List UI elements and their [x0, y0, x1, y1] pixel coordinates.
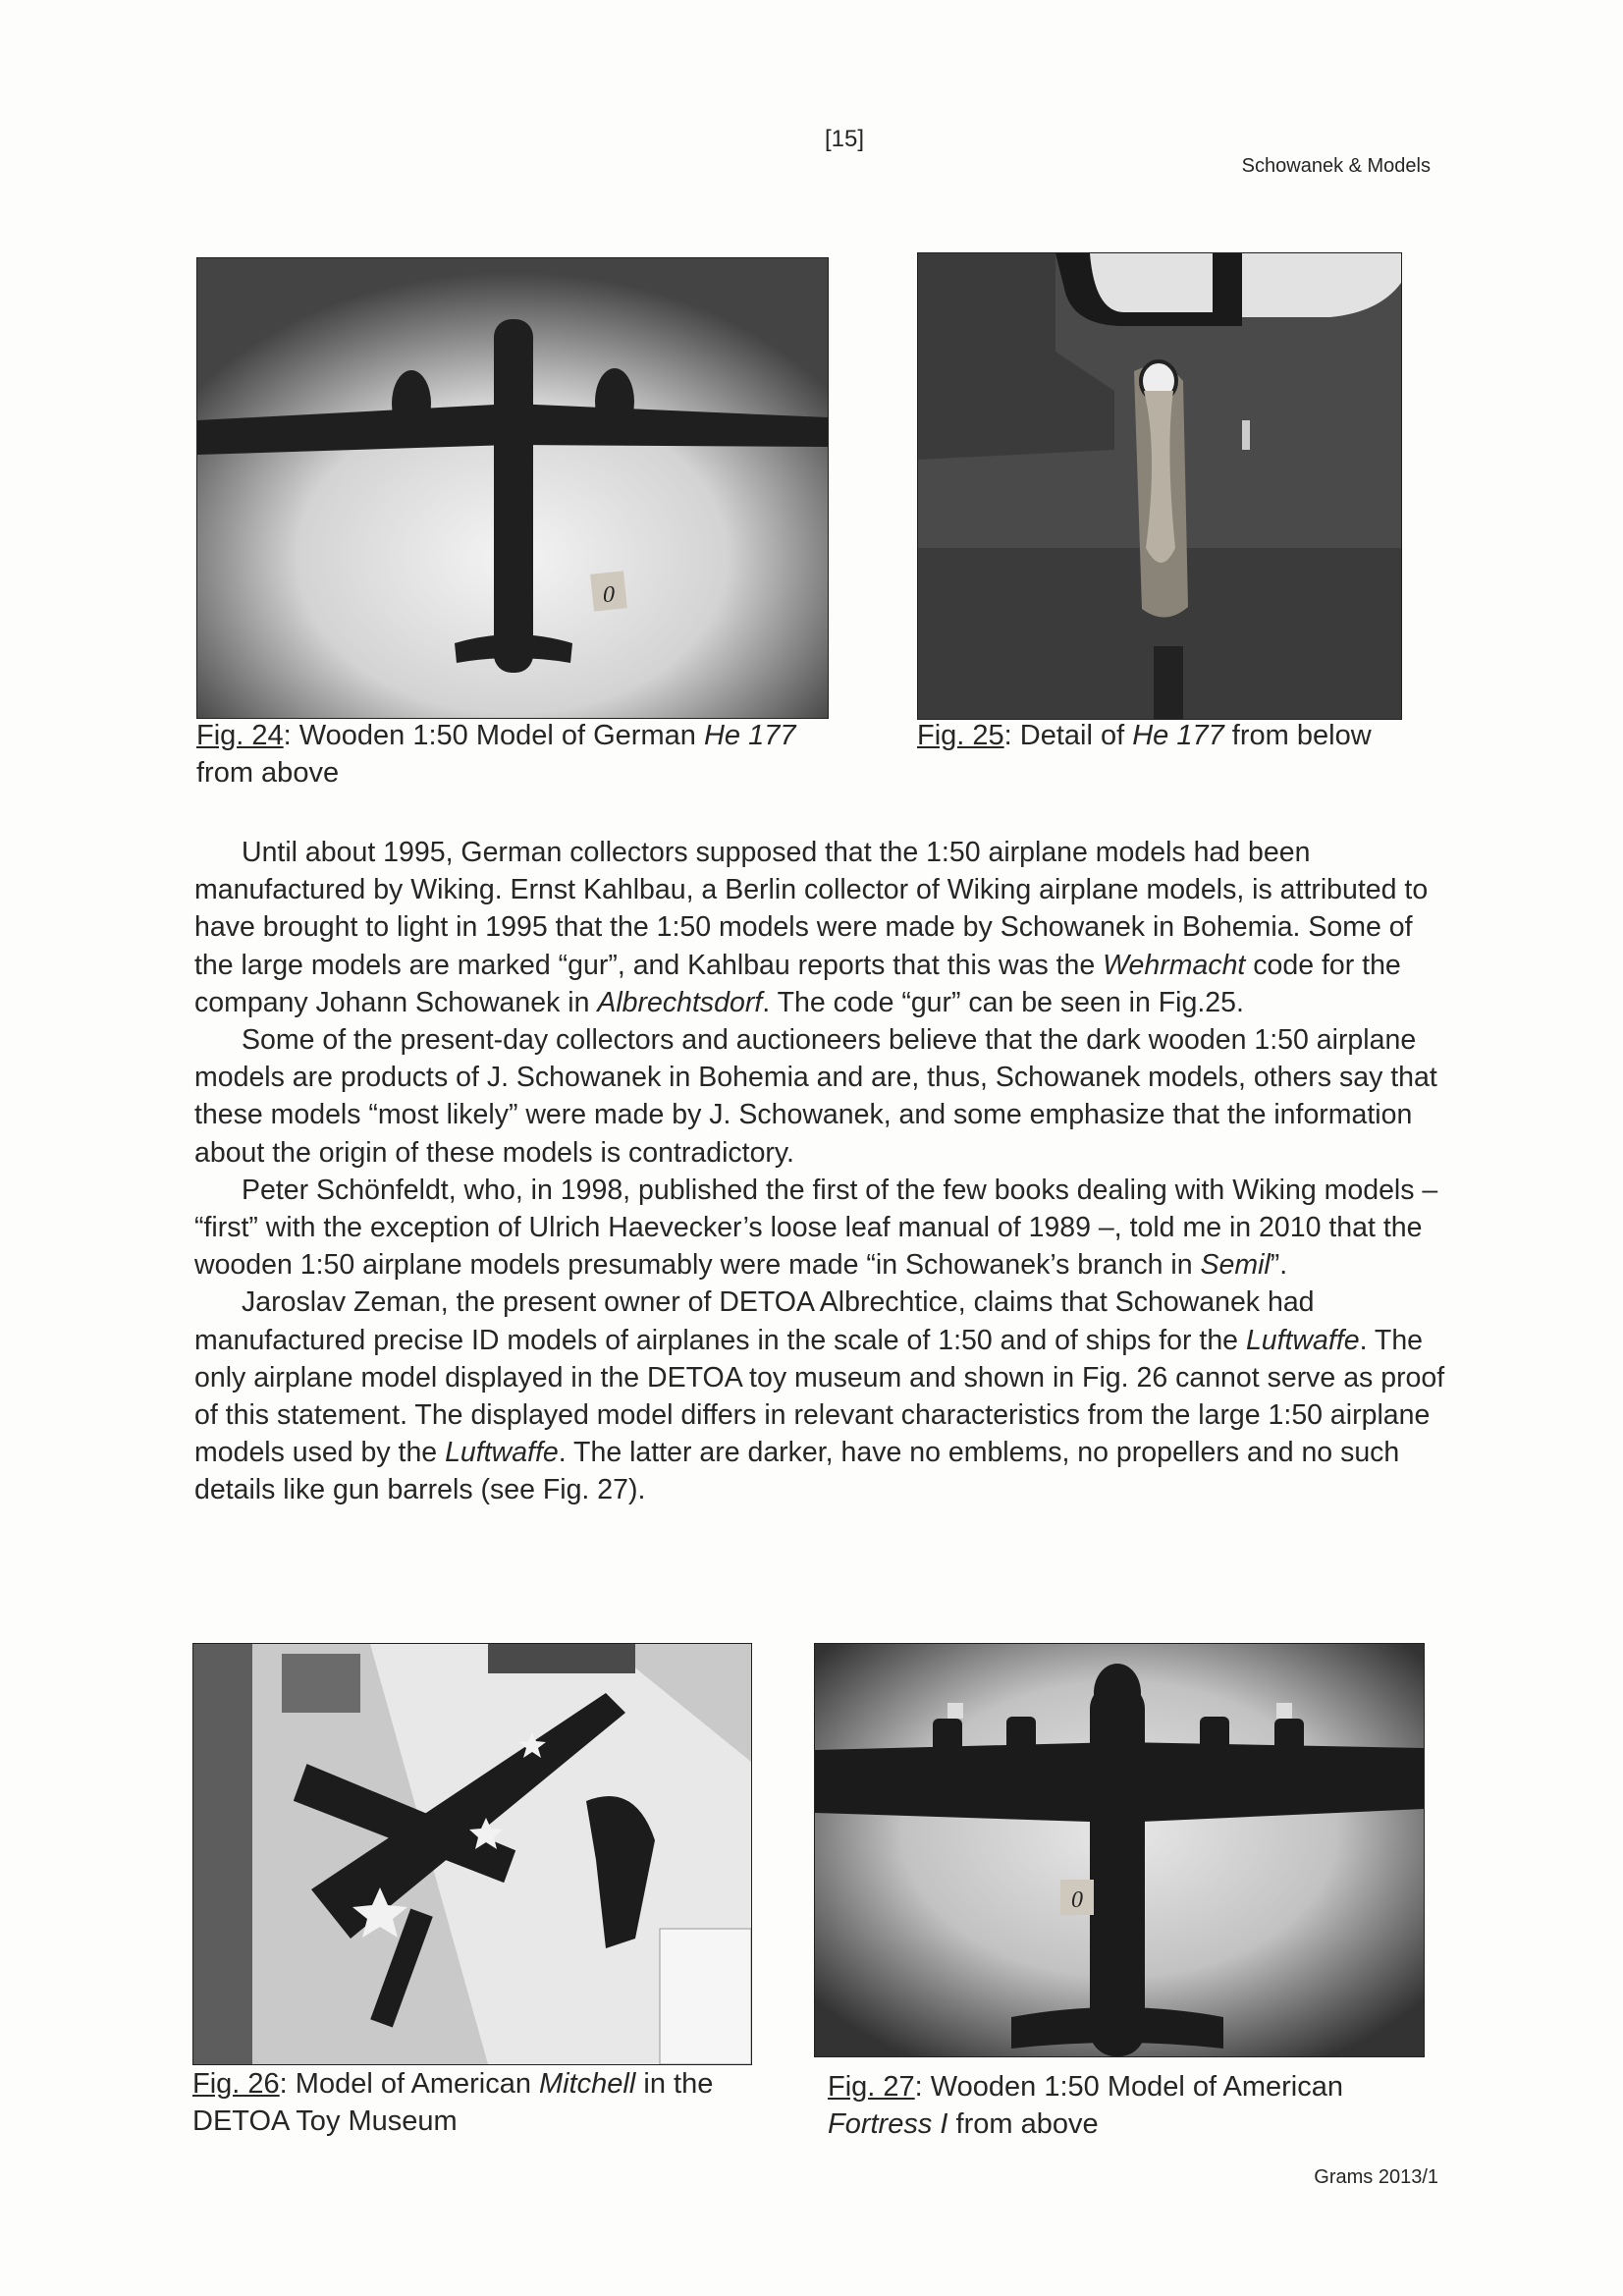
- paragraph-2: Some of the present-day collectors and auctioneers believe that the dark wooden 1:50 airplane models are products of J. Schowanek in Bohemia and are, thus, Schowanek models, others say that these models “most likely” were made by J. Schowanek, and some emphasize that the information about the origin of these models is contradictory.: [194, 1024, 1437, 1169]
- figure-24-photo: [196, 257, 829, 719]
- paragraph-3: Peter Schönfeldt, who, in 1998, published the first of the few books dealing with Wiking models – “first” with the exception of Ulrich Haevecker’s loose leaf manual of 1989 –, told me in 2010 that the wooden 1:50 airplane models presumably were made “in Schowanek’s branch in Semil”.: [194, 1174, 1438, 1282]
- figure-24-caption-text: : Wooden 1:50 Model of German: [283, 720, 704, 751]
- figure-24-caption: [196, 717, 844, 792]
- paragraph-4: Jaroslav Zeman, the present owner of DETOA Albrechtice, claims that Schowanek had manufactured precise ID models of airplanes in the scale of 1:50 and of ships for the Luftwaffe. The only airplane model displayed in the DETOA toy museum and shown in Fig. 26 cannot serve as proof of this statement. The displayed model differs in relevant characteristics from the large 1:50 airplane models used by the Luftwaffe. The latter are darker, have no emblems, no propellers and no such details like gun barrels (see Fig. 27).: [194, 1286, 1445, 1506]
- figure-27-caption-text: : Wooden 1:50 Model of American: [914, 2071, 1344, 2103]
- figure-26-aircraft: Mitchell: [539, 2068, 636, 2100]
- figure-26-caption-line2: DETOA Toy Museum: [192, 2105, 458, 2137]
- figure-27-caption-text-end: from above: [947, 2108, 1099, 2140]
- figure-27-marking: 0: [1071, 1887, 1083, 1913]
- figure-25-caption: [917, 717, 1428, 754]
- paragraph-1: Until about 1995, German collectors supposed that the 1:50 airplane models had been manufactured by Wiking. Ernst Kahlbau, a Berlin collector of Wiking airplane models, is attributed to have brought to light in 1995 that the 1:50 models were made by Schowanek in Bohemia. Some of the large models are marked “gur”, and Kahlbau reports that this was the Wehrmacht code for the company Johann Schowanek in Albrechtsdorf. The code “gur” can be seen in Fig.25.: [194, 837, 1429, 1018]
- figure-25-photo: [917, 252, 1402, 720]
- figure-27-photo: [814, 1643, 1425, 2057]
- figure-26-caption: [192, 2065, 782, 2140]
- figure-27-label: Fig. 27: [828, 2071, 915, 2103]
- figure-24-caption-line2: from above: [196, 757, 340, 789]
- figure-25-caption-text: : Detail of: [1003, 720, 1133, 751]
- figure-25-caption-text-end: from below: [1223, 720, 1372, 751]
- figure-27-aircraft: Fortress I: [828, 2108, 948, 2140]
- figure-24-aircraft: He 177: [703, 720, 796, 751]
- body-text: [194, 834, 1446, 1509]
- figure-26-label: Fig. 26: [192, 2068, 280, 2100]
- figure-27-caption: [828, 2068, 1417, 2143]
- figure-24-label: Fig. 24: [196, 720, 284, 751]
- figure-26-photo: [192, 1643, 752, 2065]
- running-head: Schowanek & Models: [1241, 155, 1431, 177]
- footer: Grams 2013/1: [1314, 2166, 1438, 2188]
- figure-25-label: Fig. 25: [917, 720, 1004, 751]
- page-number: [15]: [824, 126, 865, 152]
- figure-24-marking: 0: [603, 582, 615, 608]
- figure-26-caption-text: : Model of American: [279, 2068, 540, 2100]
- figure-26-caption-text-end: in the: [635, 2068, 714, 2100]
- figure-25-aircraft: He 177: [1132, 720, 1224, 751]
